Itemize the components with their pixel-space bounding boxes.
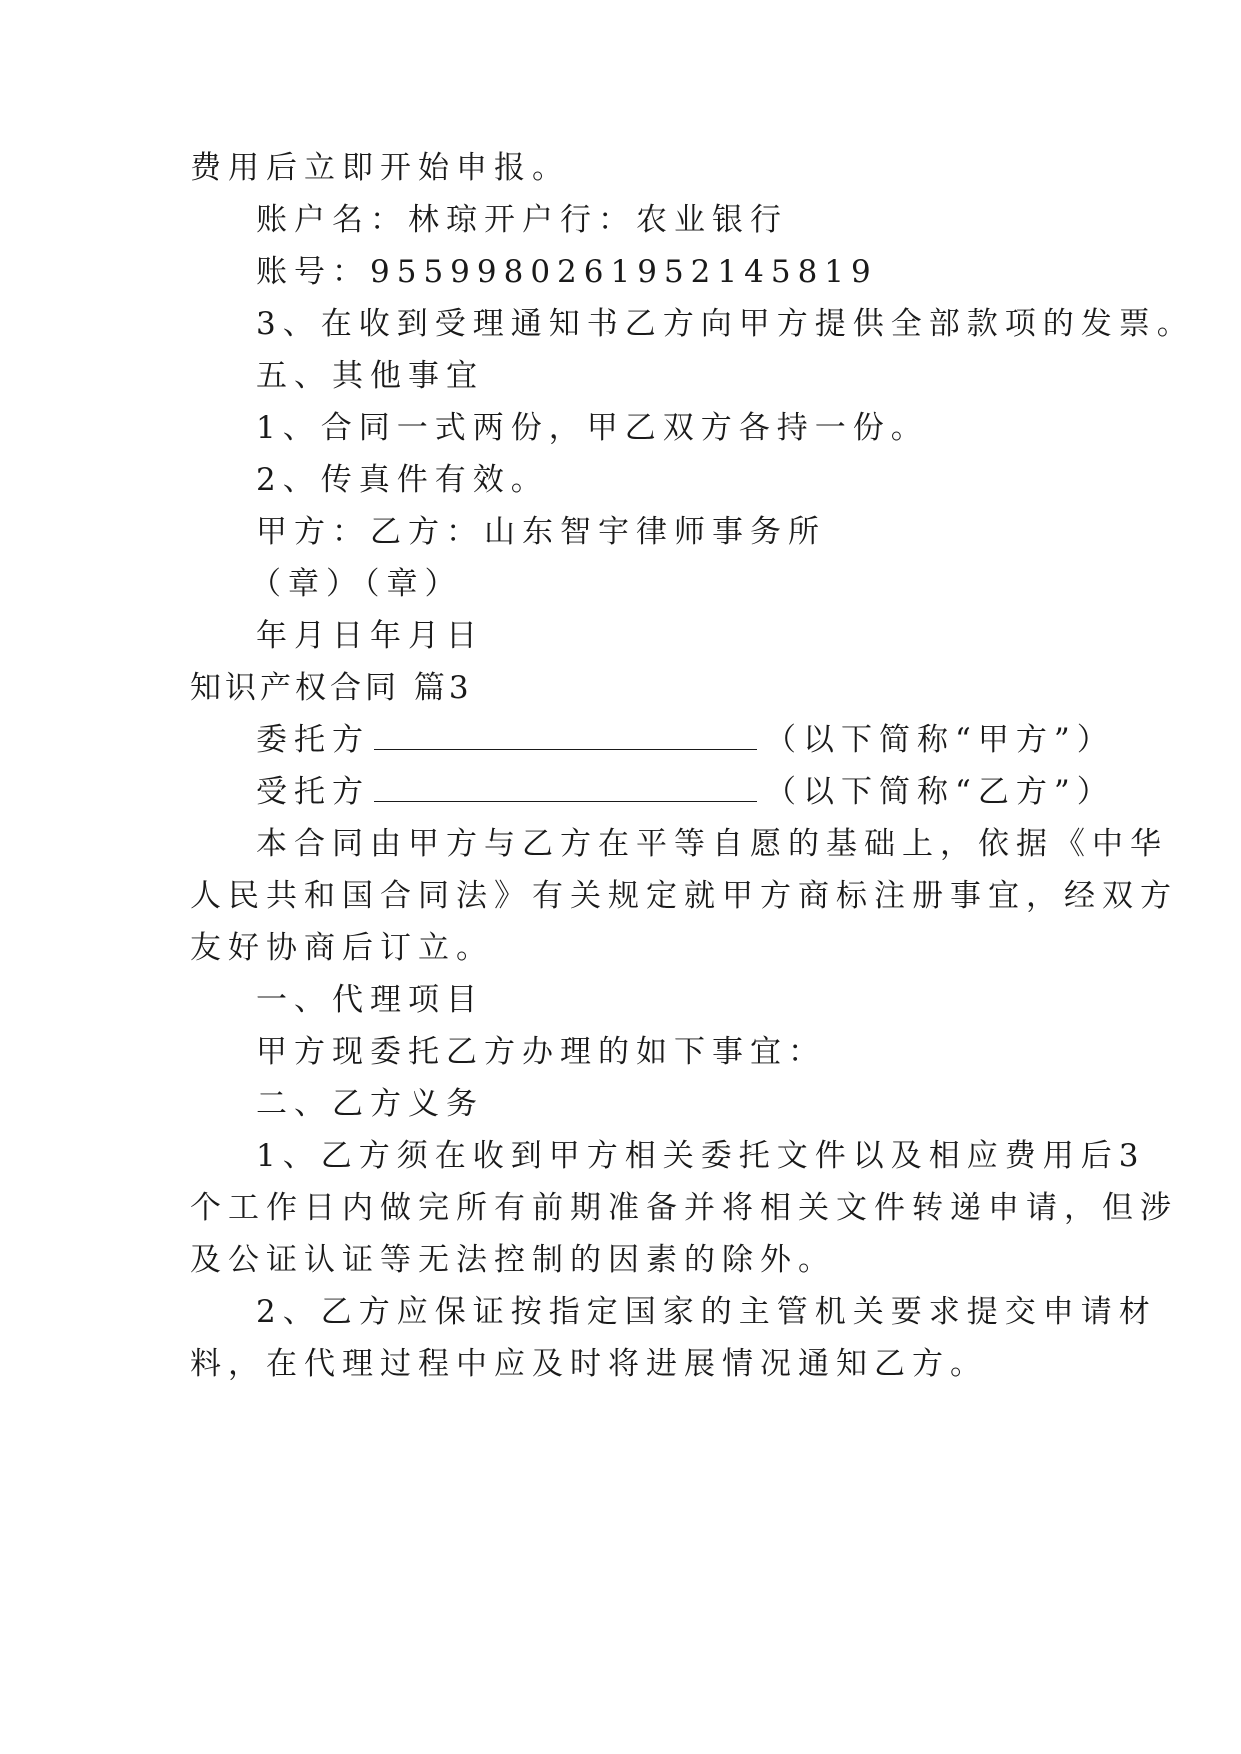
account-number-line: 账号：9559980261952145819 [256,254,878,290]
section-heading: 五、其他事宜 [256,358,484,394]
party-signature-line: 甲方：乙方：山东智宇律师事务所 [256,514,826,550]
text-line: 人民共和国合同法》有关规定就甲方商标注册事宜，经双方 [190,878,1178,914]
section-heading: 一、代理项目 [256,982,484,1018]
date-line: 年月日年月日 [256,618,484,654]
text-line: 及公证认证等无法控制的因素的除外。 [190,1242,836,1278]
contract-title: 知识产权合同 篇3 [190,670,473,706]
text-line: 1、乙方须在收到甲方相关委托文件以及相应费用后3 [256,1138,1146,1174]
client-label: 委托方 [256,722,370,758]
agent-label: 受托方 [256,774,370,810]
text-line: 1、合同一式两份，甲乙双方各持一份。 [256,410,929,446]
text-line: 料，在代理过程中应及时将进展情况通知乙方。 [190,1346,988,1382]
text-line: 本合同由甲方与乙方在平等自愿的基础上，依据《中华 [256,826,1168,862]
text-line: 费用后立即开始申报。 [190,150,570,186]
client-blank [374,721,757,750]
text-line: 2、传真件有效。 [256,462,549,498]
agent-blank [374,773,757,802]
account-name-line: 账户名：林琼开户行：农业银行 [256,202,788,238]
text-line: 个工作日内做完所有前期准备并将相关文件转递申请，但涉 [190,1190,1178,1226]
text-line: 3、在收到受理通知书乙方向甲方提供全部款项的发票。 [256,306,1195,342]
agent-party-line [256,772,1115,812]
seal-line: （章）（章） [250,566,463,602]
section-heading: 二、乙方义务 [256,1086,484,1122]
text-line: 甲方现委托乙方办理的如下事宜： [256,1034,826,1070]
agent-suffix: （以下简称“乙方”） [765,774,1115,810]
client-suffix: （以下简称“甲方”） [765,722,1115,758]
client-party-line [256,720,1115,760]
text-line: 友好协商后订立。 [190,930,494,966]
text-line: 2、乙方应保证按指定国家的主管机关要求提交申请材 [256,1294,1157,1330]
